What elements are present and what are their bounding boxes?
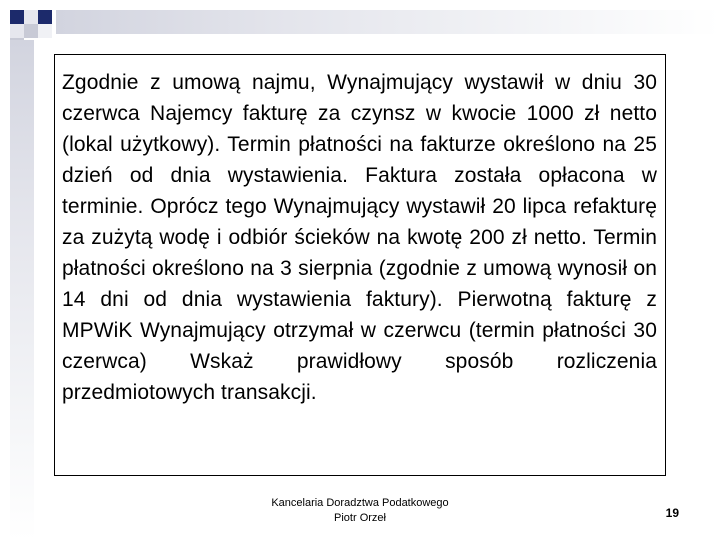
body-text: Zgodnie z umową najmu, Wynajmujący wystawił w dniu 30 czerwca Najemcy fakturę za czynsz w kwocie 1000 zł netto (lokal użytkowy). Termin płatności na fakturze określono na 25 dzień od dnia wystawienia. Faktura została opłacona w terminie. Oprócz tego Wynajmujący wystawił 20 lipca refakturę za zużytą wodę i odbiór ścieków na kwotę 200 zł netto. Termin płatności określono na 3 sierpnia (zgodnie z umową wynosił on 14 dni od dnia wystawienia faktury). Pierwotną fakturę z MPWiK Wynajmujący otrzymał w czerwcu (termin płatności 30 czerwca) Wskaż prawidłowy sposób rozliczenia przedmiotowych transakcji. [62, 71, 657, 404]
decor-square [10, 10, 24, 24]
decor-left-bar [10, 40, 34, 540]
decor-square [38, 24, 52, 38]
content-box [54, 54, 666, 476]
decor-square [24, 10, 38, 24]
page-number: 19 [665, 506, 679, 520]
footer [230, 496, 490, 526]
decor-square [24, 24, 38, 38]
decor-square [10, 24, 24, 38]
decor-top-bar [56, 10, 720, 34]
footer-company: Kancelaria Doradztwa Podatkowego [271, 497, 449, 509]
decor-square [38, 10, 52, 24]
footer-author: Piotr Orzeł [334, 512, 386, 524]
